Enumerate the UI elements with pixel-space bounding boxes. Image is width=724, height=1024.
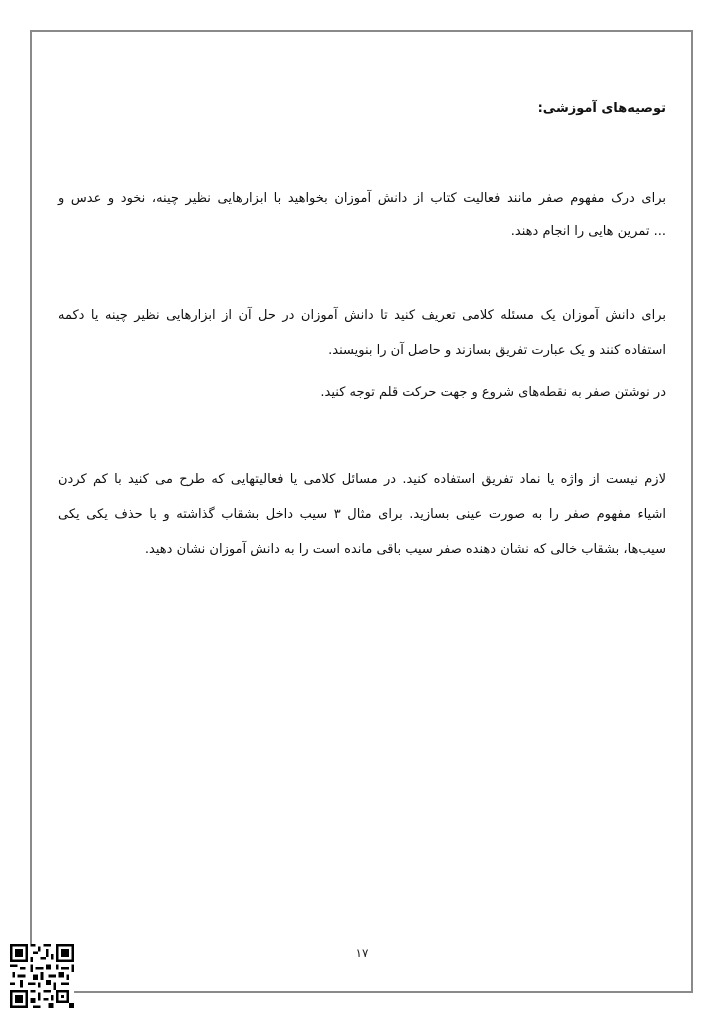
paragraph-4-line-3: سیب‌ها، بشقاب خالی که نشان دهنده صفر سیب باقی مانده است را به دانش آموزان نشان دهید.	[144, 542, 666, 557]
paragraph-2-line-1: برای دانش آموزان یک مسئله کلامی تعریف کنید تا دانش آموزان در حل آن از ابزارهایی نظیر چینه یا دکمه	[58, 308, 666, 323]
paragraph-3-line-1: در نوشتن صفر به نقطه‌های شروع و جهت حرکت قلم توجه کنید.	[320, 385, 666, 400]
paragraph-4-line-1: لازم نیست از واژه یا نماد تفریق استفاده کنید. در مسائل کلامی یا فعالیتهایی که طرح می کنید با کم کردن	[58, 472, 666, 487]
qr-code-icon	[10, 944, 74, 1008]
paragraph-1-line-2: ... تمرین هایی را انجام دهند.	[510, 224, 666, 239]
page-number: ۱۷	[355, 946, 369, 960]
paragraph-1-line-1: برای درک مفهوم صفر مانند فعالیت کتاب از دانش آموزان بخواهید با ابزارهایی نظیر چینه، نخود و عدس و	[58, 191, 666, 206]
section-heading: توصیه‌های آموزشی:	[537, 101, 666, 116]
paragraph-2-line-2: استفاده کنند و یک عبارت تفریق بسازند و حاصل آن را بنویسند.	[328, 343, 666, 358]
paragraph-4-line-2: اشیاء مفهوم صفر را به صورت عینی بسازید. برای مثال ۳ سیب داخل بشقاب گذاشته و با حذف یکی یکی	[58, 507, 666, 522]
